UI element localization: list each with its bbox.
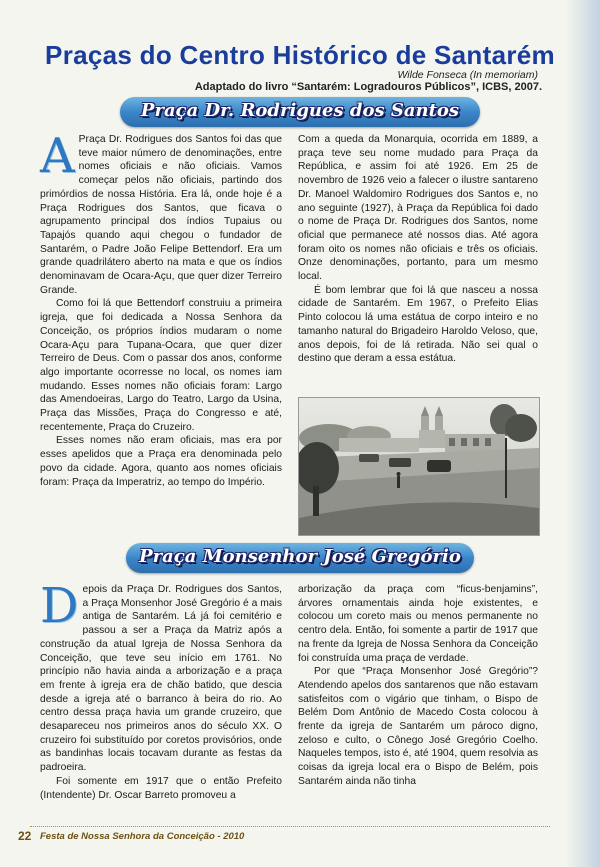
section2-right-paragraph: arborização da praça com “ficus-benjamins”, árvores ornamentais ainda hoje existentes, e colocou um coreto mais ou menos permanente no centro dela. Então, foi somente a partir de 1917 que na frente da Igreja de Nossa Senhora da Conceição foi construída uma praça de verdade. — [298, 584, 538, 664]
page-number: 22 — [18, 829, 32, 843]
section1-left-paragraph: Esses nomes não eram oficiais, mas era por esses apelidos que a Praça era denominada pelo povo da cidade. Agora, quanto aos nomes oficiais foram: Praça da Imperatriz, ao tempo do Império. — [40, 435, 282, 488]
section1-banner — [120, 97, 480, 127]
section2-banner — [126, 543, 474, 573]
section2-left-paragraph: epois da Praça Dr. Rodrigues dos Santos, a Praça Monsenhor José Gregório é a mais antiga de Santarém. Lá já foi cemitério e passou a ser a Praça da Matriz após a construção da atual Igreja de Nossa Senhora da Conceição, que teve seu início em 1761. No princípio não havia ainda a arborização e a praça em frente à igreja era de chão batido, que descia desde a igreja até o barranco à beira do rio. Ao centro dessa praça havia um grande cruzeiro, que desapareceu nos primeiros anos do século XX. O cruzeiro foi substituído por coretos provisórios, onde as bandinhas locais tocavam durante as festas da padroeira. — [40, 584, 282, 774]
section1-left-paragraph: Como foi lá que Bettendorf construiu a primeira igreja, que foi dedicada a Nossa Senhora da Conceição, os próprios índios mudaram o nome Ocara-Açu para Tupana-Ocara, que quer dizer Terreiro de Deus. Com o passar dos anos, conforme algo importante ocorresse no local, os nomes iam mudando. Esses nomes não oficiais foram: Largo das Amendoeiras, Largo do Teatro, Largo da Usina, Praça das Missões, Praça do Congresso e até, recentemente, Praça do Cruzeiro. — [40, 298, 282, 433]
section2-left-paragraph: Foi somente em 1917 que o então Prefeito (Intendente) Dr. Oscar Barreto promoveu a — [40, 775, 282, 801]
source-credit: Adaptado do livro “Santarém: Logradouros Públicos”, ICBS, 2007. — [194, 81, 542, 93]
section1-heading: Praça Dr. Rodrigues dos Santos — [140, 100, 460, 121]
footer-divider — [30, 826, 550, 827]
section2-right-paragraph: Por que “Praça Monsenhor José Gregório”? Atendendo apelos dos santarenos que não estavam satisfeitos com o vigário que tinham, o Bispo de Belém Dom Antônio de Macedo Costa colocou à frente da igreja de Santarém um pároco digno, zeloso e culto, o Cônego José Gregório Coelho. Naqueles tempos, isto é, até 1904, quem resolvia as coisas da igreja local era o Bispo de Belém, pois Santarém ainda não tinha — [298, 666, 538, 787]
section1-right-paragraph: Com a queda da Monarquia, ocorrida em 1889, a praça teve seu nome mudado para Praça da República, e assim foi até 1926. Em 25 de novembro de 1926 veio a falecer o ilustre santareno Dr. Manoel Waldomiro Rodrigues dos Santos e, no ano seguinte (1927), à Praça da República foi dado o nome de Praça Dr. Rodrigues dos Santos, nome oficial que permanece até nossos dias. Até agora foram oito os nomes não oficiais e três os oficiais. Onze denominações, portanto, para um mesmo local. — [298, 134, 538, 283]
section1-dropcap: A — [40, 128, 75, 184]
square-photo-illustration — [299, 398, 539, 535]
section1-left-column — [40, 128, 282, 489]
section2-heading: Praça Monsenhor José Gregório — [139, 546, 461, 567]
section2-right-column — [298, 583, 538, 789]
page-edge — [566, 0, 600, 867]
section2-dropcap: D — [40, 578, 79, 634]
historic-square-photo — [298, 397, 540, 536]
article-title: Praças do Centro Histórico de Santarém — [45, 40, 555, 70]
footer-publication: Festa de Nossa Senhora da Conceição - 2010 — [40, 831, 245, 842]
section2-left-column — [40, 578, 282, 802]
section1-left-paragraph: Praça Dr. Rodrigues dos Santos foi das que teve maior número de denominações, entre nomes oficiais e não oficiais. Vamos começar pelos não oficiais, partindo dos primórdios de nossa História. Era lá, onde hoje é a Praça Rodrigues dos Santos, que ficava o agrupamento principal dos índios Tupaius ou Tapajós quando aqui chegou o fundador de Santarém, o Padre João Felipe Bettendorf. Era um grande quadrilátero aberto na mata e que os índios denominavam de Ocara-Açu, que quer dizer Terreiro Grande. — [40, 134, 282, 296]
section1-right-paragraph: É bom lembrar que foi lá que nasceu a nossa cidade de Santarém. Em 1967, o Prefeito Elias Pinto colocou lá uma estátua de corpo inteiro e no tamanho natural do Brigadeiro Haroldo Veloso, que, anos depois, foi de lá retirada. Não sei qual o destino que deram a essa estátua. — [298, 284, 538, 365]
section1-right-column — [298, 133, 538, 366]
author-credit: Wilde Fonseca (In memoriam) — [397, 69, 538, 81]
